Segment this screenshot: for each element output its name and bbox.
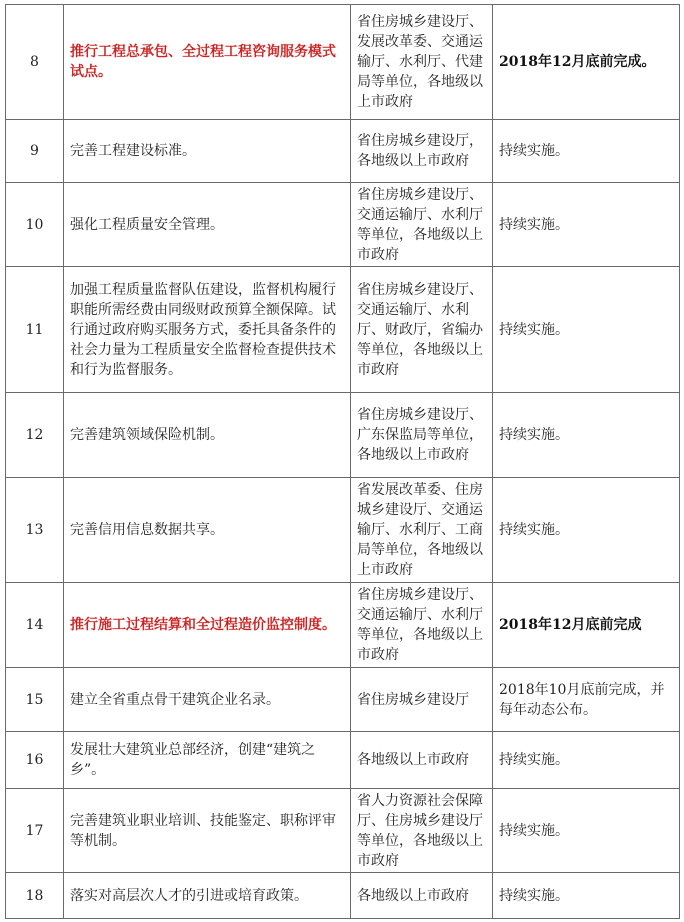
row-number: 8	[6, 5, 64, 120]
responsible-units: 省住房城乡建设厅	[351, 668, 493, 732]
task-description: 发展壮大建筑业总部经济，创建“建筑之乡”。	[64, 732, 351, 789]
responsible-units: 省住房城乡建设厅、发展改革委、交通运输厅、水利厅、代建局等单位，各地级以上市政府	[351, 5, 493, 120]
table-row	[6, 668, 680, 732]
task-description: 加强工程质量监督队伍建设，监督机构履行职能所需经费由同级财政预算全额保障。试行通过政府购买服务方式，委托具备条件的社会力量为工程质量安全监督检查提供技术和行为监督服务。	[64, 267, 351, 393]
deadline: 持续实施。	[493, 478, 680, 583]
task-description: 落实对高层次人才的引进或培育政策。	[64, 873, 351, 919]
deadline: 持续实施。	[493, 120, 680, 183]
task-table	[5, 4, 680, 919]
deadline: 2018年12月底前完成。	[493, 5, 680, 120]
task-description: 推行工程总承包、全过程工程咨询服务模式试点。	[64, 5, 351, 120]
row-number: 9	[6, 120, 64, 183]
responsible-units: 省住房城乡建设厅、交通运输厅、水利厅、财政厅，省编办等单位，各地级以上市政府	[351, 267, 493, 393]
responsible-units: 省住房城乡建设厅、交通运输厅、水利厅等单位，各地级以上市政府	[351, 583, 493, 668]
responsible-units: 各地级以上市政府	[351, 873, 493, 919]
row-number: 13	[6, 478, 64, 583]
task-description: 强化工程质量安全管理。	[64, 183, 351, 267]
deadline: 持续实施。	[493, 267, 680, 393]
table-row	[6, 873, 680, 919]
row-number: 11	[6, 267, 64, 393]
deadline: 持续实施。	[493, 393, 680, 478]
table-row	[6, 5, 680, 120]
row-number: 16	[6, 732, 64, 789]
deadline: 持续实施。	[493, 873, 680, 919]
deadline: 2018年10月底前完成，并每年动态公布。	[493, 668, 680, 732]
row-number: 10	[6, 183, 64, 267]
deadline: 持续实施。	[493, 732, 680, 789]
task-description: 完善工程建设标准。	[64, 120, 351, 183]
table-row	[6, 732, 680, 789]
table-row	[6, 789, 680, 873]
task-description: 推行施工过程结算和全过程造价监控制度。	[64, 583, 351, 668]
deadline: 持续实施。	[493, 183, 680, 267]
row-number: 14	[6, 583, 64, 668]
responsible-units: 各地级以上市政府	[351, 732, 493, 789]
task-description: 完善信用信息数据共享。	[64, 478, 351, 583]
table-row	[6, 267, 680, 393]
responsible-units: 省住房城乡建设厅、交通运输厅、水利厅等单位，各地级以上市政府	[351, 183, 493, 267]
row-number: 12	[6, 393, 64, 478]
responsible-units: 省人力资源社会保障厅、住房城乡建设厅等单位，各地级以上市政府	[351, 789, 493, 873]
task-description: 完善建筑业职业培训、技能鉴定、职称评审等机制。	[64, 789, 351, 873]
responsible-units: 省住房城乡建设厅、广东保监局等单位，各地级以上市政府	[351, 393, 493, 478]
task-description: 完善建筑领域保险机制。	[64, 393, 351, 478]
responsible-units: 省住房城乡建设厅，各地级以上市政府	[351, 120, 493, 183]
deadline: 2018年12月底前完成	[493, 583, 680, 668]
row-number: 17	[6, 789, 64, 873]
table-row	[6, 183, 680, 267]
task-description: 建立全省重点骨干建筑企业名录。	[64, 668, 351, 732]
table-row	[6, 393, 680, 478]
responsible-units: 省发展改革委、住房城乡建设厅、交通运输厅、水利厅、工商局等单位，各地级以上市政府	[351, 478, 493, 583]
table-row	[6, 120, 680, 183]
row-number: 15	[6, 668, 64, 732]
deadline: 持续实施。	[493, 789, 680, 873]
row-number: 18	[6, 873, 64, 919]
table-row	[6, 583, 680, 668]
table-row	[6, 478, 680, 583]
